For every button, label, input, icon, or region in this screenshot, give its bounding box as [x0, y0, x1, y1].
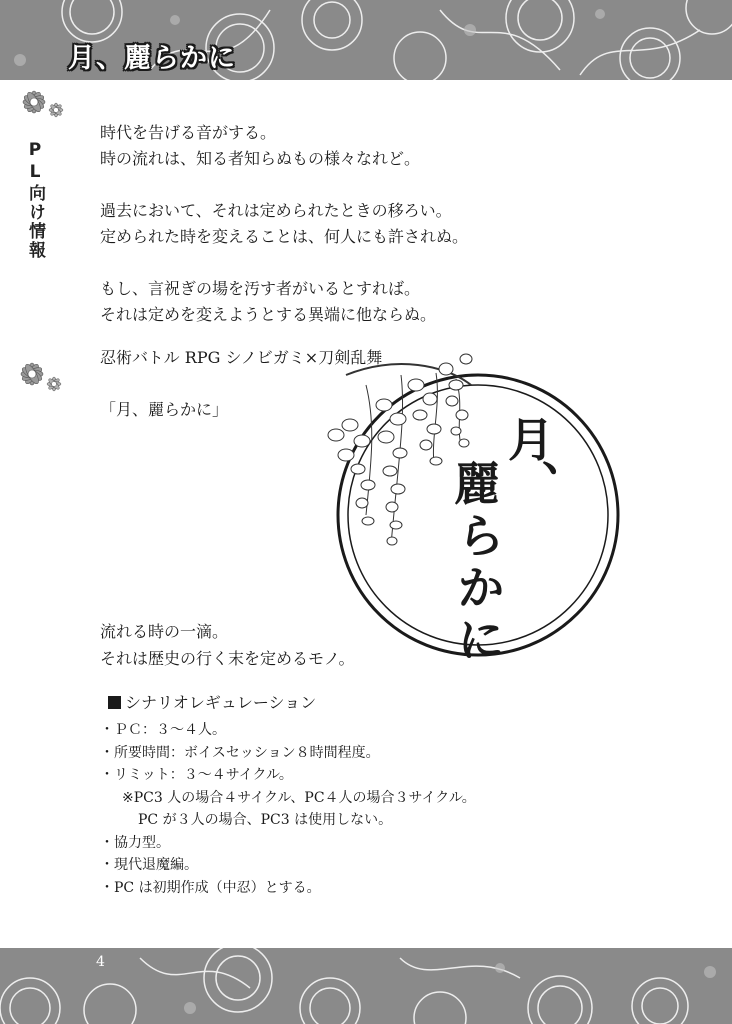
text-line: 過去において、それは定められたときの移ろい。: [100, 201, 452, 220]
scenario-regulation: [100, 690, 476, 899]
pl-info-label: PL向け情報: [25, 140, 45, 260]
regulation-item: ・現代退魔編。: [100, 857, 198, 873]
regulation-item: ・所要時間：ボイスセッション８時間程度。: [100, 744, 380, 761]
text-line: 時の流れは、知る者知らぬもの様々なれど。: [100, 149, 421, 168]
page-number: 4: [96, 954, 105, 970]
intro-text: [100, 120, 530, 354]
regulation-heading: [108, 690, 476, 713]
regulation-note: ※PC3 人の場合４サイクル、PC４人の場合３サイクル。: [122, 789, 476, 806]
emblem-title: [330, 382, 630, 672]
header-band: [0, 0, 732, 80]
emblem-char: ら: [458, 509, 504, 563]
emblem-char: 、: [542, 427, 588, 481]
emblem-char: 麗: [454, 457, 500, 511]
closing-text: [100, 618, 355, 672]
chrysanthemum-icon: [18, 86, 66, 120]
text-line: もし、言祝ぎの場を汚す者がいるとすれば。: [100, 279, 421, 298]
text-line: 定められた時を変えることは、何人にも許されぬ。: [100, 227, 469, 246]
scenario-title-quote: 「月、麗らかに」: [100, 400, 229, 419]
emblem-char: に: [458, 613, 504, 667]
chrysanthemum-icon: [16, 358, 64, 394]
regulation-heading-text: シナリオレギュレーション: [125, 693, 317, 712]
regulation-item: ・ＰＣ：３〜４人。: [100, 722, 226, 738]
footer-band: [0, 948, 732, 1024]
emblem-char: 月: [508, 413, 554, 467]
stanza: [100, 120, 530, 172]
stanza: [100, 276, 530, 328]
text-line: 時代を告げる音がする。: [100, 123, 277, 142]
text-line: 流れる時の一滴。: [100, 622, 229, 641]
emblem-char: か: [458, 561, 504, 615]
system-credit: 忍術バトル RPG シノビガミ×刀剣乱舞: [100, 348, 383, 367]
stanza: [100, 198, 530, 250]
text-line: それは定めを変えようとする異端に他ならぬ。: [100, 305, 437, 324]
regulation-note: PC が３人の場合、PC3 は使用しない。: [138, 812, 393, 828]
temari-pattern: [0, 948, 732, 1024]
square-bullet-icon: [108, 696, 121, 709]
page-title: 月、麗らかに: [68, 43, 236, 74]
text-line: それは歴史の行く末を定めるモノ。: [100, 649, 355, 668]
regulation-item: ・PC は初期作成（中忍）とする。: [100, 879, 321, 896]
regulation-item: ・リミット：３〜４サイクル。: [100, 767, 293, 783]
regulation-item: ・協力型。: [100, 834, 170, 851]
